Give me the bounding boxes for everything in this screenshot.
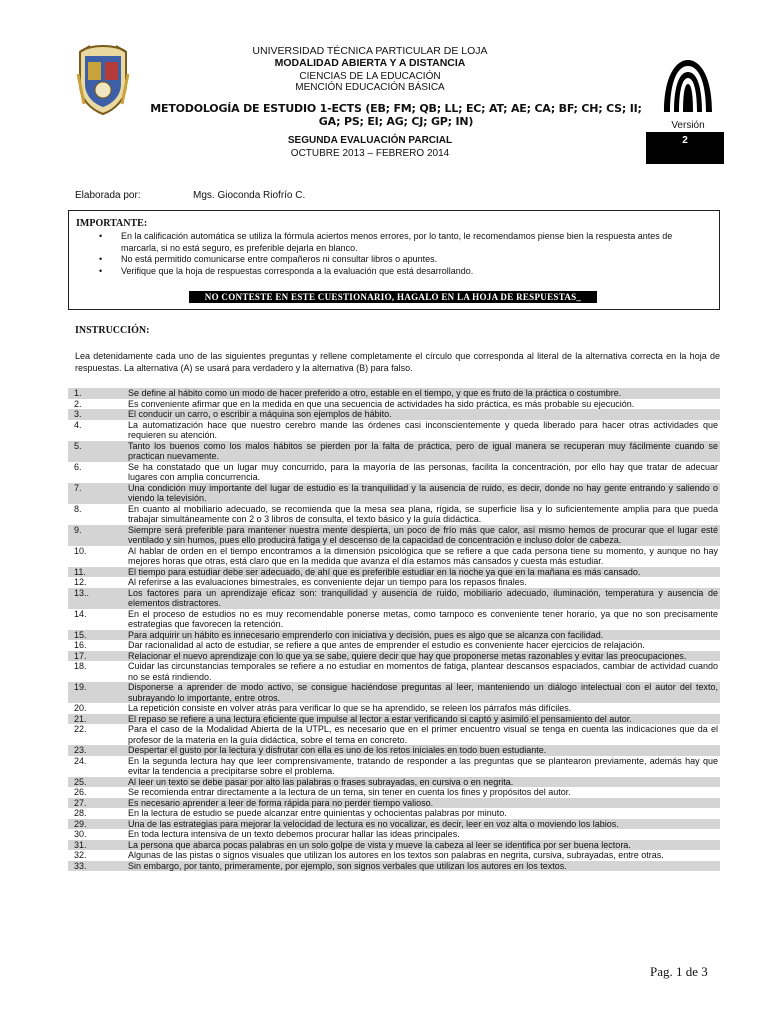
question-number: 18. — [74, 661, 87, 671]
question-number: 31. — [74, 839, 87, 850]
bullet-icon: • — [99, 231, 103, 241]
question-row — [68, 714, 720, 725]
question-text: Algunas de las pistas o signos visuales que utilizan los autores en los textos son palabras en negrita, cursiva, subrayadas, entre otras. — [128, 850, 664, 860]
question-row — [68, 651, 720, 662]
question-number: 19. — [74, 682, 87, 692]
question-row — [68, 483, 720, 504]
question-text: Los factores para un aprendizaje eficaz son: tranquilidad y ausencia de ruido, mobiliario adecuado, iluminación, temperatura y ausencia de elementos distractores. — [128, 587, 718, 608]
question-text: Una de las estrategias para mejorar la velocidad de lectura es no vocalizar, es decir, leer en voz alta o moviendo los labios. — [128, 818, 619, 829]
question-row — [68, 504, 720, 525]
author-name: Mgs. Gioconda Riofrío C. — [193, 190, 306, 201]
question-text: Se recomienda entrar directamente a la lectura de un tema, sin tener en cuenta los fines y propósitos del autor. — [128, 787, 571, 797]
question-number: 8. — [74, 503, 82, 514]
instruction-text: Lea detenidamente cada uno de las siguientes preguntas y rellene completamente el círculo que corresponda al literal de la alternativa correcta en la hoja de respuestas. La alternativa (A) se usará para verdadero y la alternativa (B) para falso. — [75, 351, 720, 373]
subject-title: METODOLOGÍA DE ESTUDIO 1-ECTS (EB; FM; QB; LL; EC; AT; AE; CA; BF; CH; CS; II; GA; PS; EI; AG; CJ; GP; IN) — [150, 102, 642, 128]
period: OCTUBRE 2013 – FEBRERO 2014 — [290, 148, 450, 159]
question-number: 16. — [74, 640, 87, 650]
question-row — [68, 840, 720, 851]
question-row — [68, 703, 720, 714]
question-number: 32. — [74, 850, 87, 860]
question-text: En toda lectura intensiva de un texto debemos procurar hallar las ideas principales. — [128, 829, 460, 839]
modality: MODALIDAD ABIERTA Y A DISTANCIA — [274, 57, 466, 69]
question-number: 20. — [74, 703, 87, 713]
question-number: 17. — [74, 650, 87, 661]
arch-logo-icon — [660, 56, 716, 116]
question-row — [68, 409, 720, 420]
question-text: Cuidar las circunstancias temporales se refiere a no estudiar en momentos de fatiga, plantear descansos espaciados, cambiar de actividad cuando no se está rindiendo. — [128, 661, 718, 682]
question-row — [68, 808, 720, 819]
question-row — [68, 441, 720, 462]
question-number: 2. — [74, 398, 82, 409]
question-text: En la lectura de estudio se puede alcanzar entre quinientas y ochocientas palabras por minuto. — [128, 808, 507, 818]
question-row — [68, 588, 720, 609]
question-text: Relacionar el nuevo aprendizaje con lo que ya se sabe, quiere decir que hay que proponerse metas razonables y evitar las preocupaciones. — [128, 650, 687, 661]
university-seal-icon — [76, 44, 130, 116]
question-row — [68, 682, 720, 703]
question-text: En cuanto al mobiliario adecuado, se recomienda que la mesa sea plana, rígida, se superficie lisa y lo suficientemente amplia para que pueda trabajar simultáneamente con 2 o 3 libros de consulta, el texto básico y la guía didáctica. — [128, 503, 718, 524]
question-row — [68, 787, 720, 798]
question-text: Disponerse a aprender de modo activo, se consigue haciéndose preguntas al leer, manteniendo un diálogo intelectual con el autor del texto, subrayando lo importante, entre otros. — [128, 682, 718, 703]
important-bullet: • Verifique que la hoja de respuestas corresponda a la evaluación que está desarrollando. — [99, 265, 474, 276]
question-number: 13.. — [74, 587, 90, 598]
question-row — [68, 640, 720, 651]
question-row — [68, 819, 720, 830]
important-list — [69, 231, 709, 277]
question-row — [68, 745, 720, 756]
question-text: En el proceso de estudios no es muy recomendable ponerse metas, como tampoco es conveniente tener horario, ya que no son precisamente estrategias que favorecen la retención. — [128, 608, 718, 629]
question-text: En la segunda lectura hay que leer comprensivamente, tratando de responder a las preguntas que se plantearon previamente, además hay que evitar la tendencia a precipitarse sobre el problema. — [128, 755, 718, 776]
question-number: 15. — [74, 629, 87, 640]
question-number: 10. — [74, 545, 87, 556]
important-bullet: • No está permitido comunicarse entre compañeros ni consultar libros o apuntes. — [99, 254, 438, 264]
question-text: Para adquirir un hábito es innecesario emprenderlo con iniciativa y decisión, pues es algo que se alcanza con facilidad. — [128, 629, 604, 640]
question-number: 33. — [74, 860, 87, 871]
question-number: 1. — [74, 388, 82, 398]
question-number: 26. — [74, 787, 87, 797]
question-text: El tiempo para estudiar debe ser adecuado, de ahí que es preferible estudiar en la noche ya que en la mañana es más cansado. — [128, 566, 641, 577]
version-label: Versión — [671, 120, 705, 131]
question-text: Tanto los buenos como los malos hábitos se pierden por la falta de práctica, pero de igual manera se recuperan muy fácilmente cuando se practican nuevamente. — [128, 440, 718, 461]
evaluation-title: SEGUNDA EVALUACIÓN PARCIAL — [287, 135, 453, 146]
question-number: 5. — [74, 440, 82, 451]
question-number: 28. — [74, 808, 87, 818]
question-number: 21. — [74, 713, 87, 724]
question-text: Se ha constatado que un lugar muy concurrido, para la mayoría de las personas, facilita la concentración, por ello hay que tratar de adecuar lugares con amplia concurrencia. — [128, 461, 718, 482]
question-row — [68, 577, 720, 588]
question-row — [68, 798, 720, 809]
question-row — [68, 756, 720, 777]
mention: MENCIÓN EDUCACIÓN BÁSICA — [295, 82, 445, 93]
question-text: Despertar el gusto por la lectura y disfrutar con ella es uno de los retos iniciales en todo buen estudiante. — [128, 745, 547, 755]
question-text: Siempre será preferible para mantener nuestra mente despierta, un poco de frío más que calor, así mismo hemos de procurar que el lugar esté ventilado y sin humos, pues ello producirá fatiga y el descenso de la capacidad de concentración e incluso dolor de cabeza. — [128, 524, 718, 545]
question-row — [68, 388, 720, 399]
question-row — [68, 861, 720, 872]
question-number: 9. — [74, 524, 82, 535]
bullet-icon: • — [99, 265, 103, 276]
question-row — [68, 525, 720, 546]
question-row — [68, 420, 720, 441]
question-text: Dar racionalidad al acto de estudiar, se refiere a que antes de emprender el estudio es conveniente hacer ejercicios de relajación. — [128, 640, 645, 650]
question-number: 6. — [74, 461, 82, 472]
question-number: 25. — [74, 776, 87, 787]
question-row — [68, 724, 720, 745]
question-text: La persona que abarca pocas palabras en un solo golpe de vista y mueve la cabeza al leer se identifica por ser buena lectora. — [128, 839, 631, 850]
question-text: Para el caso de la Modalidad Abierta de la UTPL, es necesario que en el primer encuentro visual se tenga en cuenta las indicaciones que da el profesor de la materia en la guía didáctica, sobre el tema en concreto. — [128, 724, 718, 745]
university-name: UNIVERSIDAD TÉCNICA PARTICULAR DE LOJA — [252, 45, 488, 57]
question-row — [68, 462, 720, 483]
version-number: 2 — [646, 132, 724, 164]
instruction-title: INSTRUCCIÓN: — [75, 325, 150, 336]
important-bullet: • En la calificación automática se utiliza la fórmula aciertos menos errores, por lo tanto, le recomendamos piense bien la respuesta antes de marcarla, si no está seguro, es preferible dejarla en blanco. — [99, 231, 673, 253]
question-text: El repaso se refiere a una lectura eficiente que impulse al lector a estar verificando si captó y asimiló el pensamiento del autor. — [128, 713, 632, 724]
question-text: Es necesario aprender a leer de forma rápida para no perder tiempo valioso. — [128, 797, 434, 808]
question-row — [68, 829, 720, 840]
bullet-icon: • — [99, 254, 103, 264]
question-row — [68, 609, 720, 630]
question-number: 30. — [74, 829, 87, 839]
question-text: La repetición consiste en volver atrás para verificar lo que se ha aprendido, se releen los párrafos más difíciles. — [128, 703, 572, 713]
question-text: El conducir un carro, o escribir a máquina son ejemplos de hábito. — [128, 409, 392, 419]
question-text: La automatización hace que nuestro cerebro mande las órdenes casi inconscientemente y queda liberado para hacer otras actividades que requieren su atención. — [128, 419, 718, 440]
author-label: Elaborada por: — [75, 190, 141, 201]
question-number: 27. — [74, 797, 87, 808]
question-text: Al referirse a las evaluaciones bimestrales, es conveniente dejar un tiempo para los repasos finales. — [128, 577, 527, 587]
question-number: 3. — [74, 409, 82, 419]
question-number: 24. — [74, 755, 87, 766]
important-box — [68, 210, 720, 310]
question-row — [68, 661, 720, 682]
warning-banner: NO CONTESTE EN ESTE CUESTIONARIO, HAGALO EN LA HOJA DE RESPUESTAS_ — [189, 291, 597, 303]
question-row — [68, 630, 720, 641]
question-row — [68, 399, 720, 410]
question-row — [68, 567, 720, 578]
question-number: 4. — [74, 419, 82, 430]
question-number: 22. — [74, 724, 87, 734]
page-number: Pag. 1 de 3 — [650, 964, 708, 979]
question-row — [68, 777, 720, 788]
question-row — [68, 850, 720, 861]
questions-table — [68, 388, 720, 871]
question-number: 12. — [74, 577, 87, 587]
question-text: Sin embargo, por tanto, primeramente, por ejemplo, son signos verbales que utilizan los autores en los textos. — [128, 860, 567, 871]
question-text: Es conveniente afirmar que en la medida en que una secuencia de actividades ha sido práctica, es más probable su ejecución. — [128, 398, 635, 409]
question-number: 23. — [74, 745, 87, 755]
question-number: 14. — [74, 608, 87, 619]
question-number: 7. — [74, 482, 82, 493]
question-text: Se define al hábito como un modo de hacer preferido a otro, estable en el tiempo, y que es fruto de la práctica o costumbre. — [128, 388, 622, 398]
important-title: IMPORTANTE: — [76, 218, 148, 229]
question-text: Una condición muy importante del lugar de estudio es la tranquilidad y la ausencia de ruido, es decir, donde no hay gente entrando y saliendo o viendo la televisión. — [128, 482, 718, 503]
question-row — [68, 546, 720, 567]
question-text: Al leer un texto se debe pasar por alto las palabras o frases subrayadas, en cursiva o en negrita. — [128, 776, 514, 787]
faculty: CIENCIAS DE LA EDUCACIÓN — [299, 71, 441, 82]
question-number: 29. — [74, 818, 87, 829]
question-text: Al hablar de orden en el tiempo encontramos a la dimensión psicológica que se refiere a que cada persona tiene su momento, y aunque no hay mejores horas que otras, está claro que en la medida que avanza el día estamos más cansados y cuesta más estudiar. — [128, 545, 718, 566]
question-number: 11. — [74, 566, 86, 577]
